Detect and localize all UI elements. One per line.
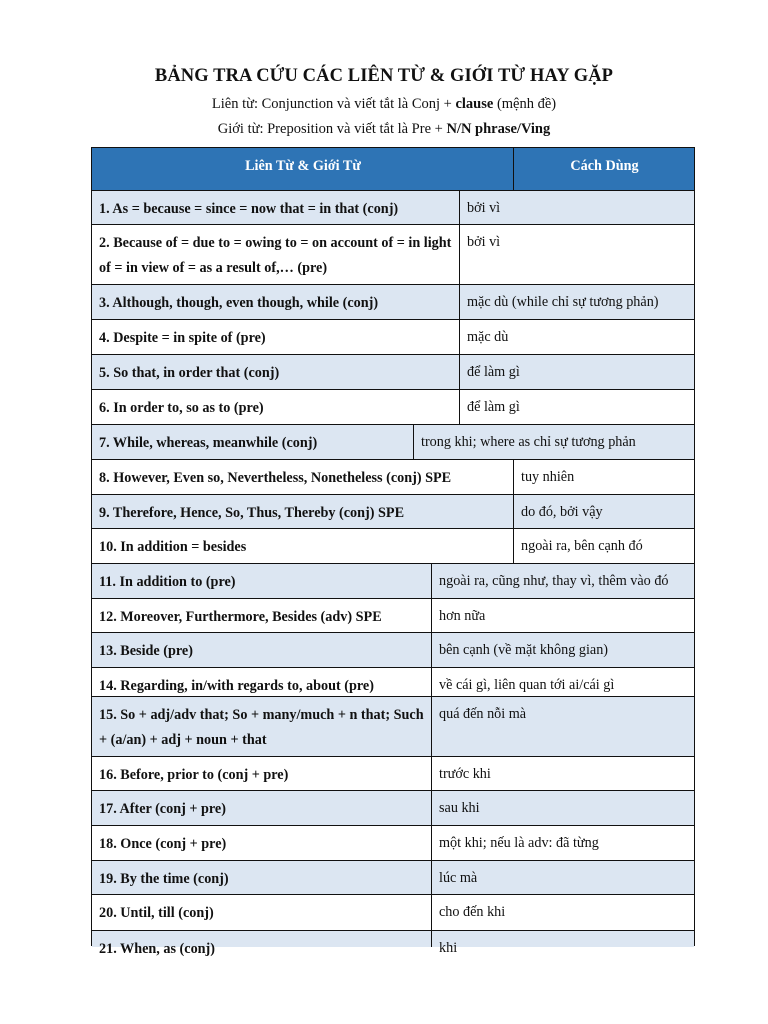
term-cell: 21. When, as (conj) — [99, 941, 216, 957]
table-row — [92, 756, 694, 790]
table-row — [92, 354, 694, 389]
term-cell: 19. By the time (conj) — [99, 871, 229, 887]
table-row — [92, 563, 694, 598]
term-cell: 18. Once (conj + pre) — [99, 836, 227, 852]
term-cell: 17. After (conj + pre) — [99, 801, 226, 817]
table-row — [92, 598, 694, 632]
term-cell: 3. Although, though, even though, while (conj) — [99, 295, 379, 311]
term-cell: 7. While, whereas, meanwhile (conj) — [99, 435, 318, 451]
usage-cell: quá đến nỗi mà — [431, 697, 694, 756]
table-row — [92, 190, 694, 224]
usage-cell: ngoài ra, cũng như, thay vì, thêm vào đó — [431, 564, 694, 598]
term-cell: 2. Because of = due to = owing to = on account of = in light of = in view of = as a result of,… (pre) — [99, 235, 452, 276]
subtitle-preposition: Giới từ: Preposition và viết tắt là Pre + N/N phrase/Ving — [217, 121, 551, 137]
usage-cell: sau khi — [431, 791, 694, 825]
subtitle-conjunction: Liên từ: Conjunction và viết tắt là Conj + clause (mệnh đề) — [211, 96, 557, 112]
term-cell: 6. In order to, so as to (pre) — [99, 400, 264, 416]
usage-cell: tuy nhiên — [513, 460, 694, 494]
table-row — [92, 494, 694, 528]
usage-cell: bởi vì — [459, 191, 694, 224]
table-row — [92, 459, 694, 494]
table-row — [92, 224, 694, 284]
term-cell: 12. Moreover, Furthermore, Besides (adv) SPE — [99, 609, 382, 625]
term-cell: 13. Beside (pre) — [99, 643, 193, 659]
usage-cell: ngoài ra, bên cạnh đó — [513, 529, 694, 563]
term-cell: 15. So + adj/adv that; So + many/much + n that; Such + (a/an) + adj + noun + that — [99, 707, 424, 748]
table-row — [92, 894, 694, 930]
term-cell: 4. Despite = in spite of (pre) — [99, 330, 266, 346]
term-cell: 1. As = because = since = now that = in that (conj) — [99, 201, 399, 217]
usage-cell: khi — [431, 931, 694, 947]
term-cell: 5. So that, in order that (conj) — [99, 365, 280, 381]
table-header-row — [92, 148, 694, 191]
usage-cell: bên cạnh (về mặt không gian) — [431, 633, 694, 667]
table-row — [92, 860, 694, 894]
usage-cell: do đó, bởi vậy — [513, 495, 694, 528]
usage-cell: lúc mà — [431, 861, 694, 894]
term-cell: 20. Until, till (conj) — [99, 905, 214, 921]
table-row — [92, 284, 694, 319]
usage-cell: để làm gì — [459, 390, 694, 424]
table-row — [92, 389, 694, 424]
usage-cell: bởi vì — [459, 225, 694, 284]
usage-cell: mặc dù (while chỉ sự tương phản) — [459, 285, 694, 319]
term-cell: 11. In addition to (pre) — [99, 574, 236, 590]
table-row — [92, 930, 694, 957]
table-row — [92, 528, 694, 563]
document-title: BẢNG TRA CỨU CÁC LIÊN TỪ & GIỚI TỪ HAY GẶP — [154, 66, 614, 86]
usage-cell: để làm gì — [459, 355, 694, 389]
usage-cell: cho đến khi — [431, 895, 694, 930]
term-cell: 14. Regarding, in/with regards to, about (pre) — [99, 678, 374, 694]
table-row — [92, 319, 694, 354]
usage-cell: một khi; nếu là adv: đã từng — [431, 826, 694, 860]
usage-cell: hơn nữa — [431, 599, 694, 632]
table-row — [92, 790, 694, 825]
term-cell: 16. Before, prior to (conj + pre) — [99, 767, 289, 783]
term-cell: 8. However, Even so, Nevertheless, Nonetheless (conj) SPE — [99, 470, 452, 486]
term-cell: 10. In addition = besides — [99, 539, 247, 555]
conjunction-table — [91, 147, 695, 957]
usage-cell: mặc dù — [459, 320, 694, 354]
usage-cell: trong khi; where as chỉ sự tương phản — [413, 425, 694, 459]
table-row — [92, 632, 694, 667]
table-row — [92, 696, 694, 756]
term-cell: 9. Therefore, Hence, So, Thus, Thereby (conj) SPE — [99, 505, 405, 521]
table-row — [92, 825, 694, 860]
table-row — [92, 667, 694, 696]
header-term: Liên Từ & Giới Từ — [245, 158, 361, 174]
table-row — [92, 424, 694, 459]
header-usage: Cách Dùng — [513, 148, 694, 191]
usage-cell: về cái gì, liên quan tới ai/cái gì — [431, 668, 694, 696]
usage-cell: trước khi — [431, 757, 694, 790]
